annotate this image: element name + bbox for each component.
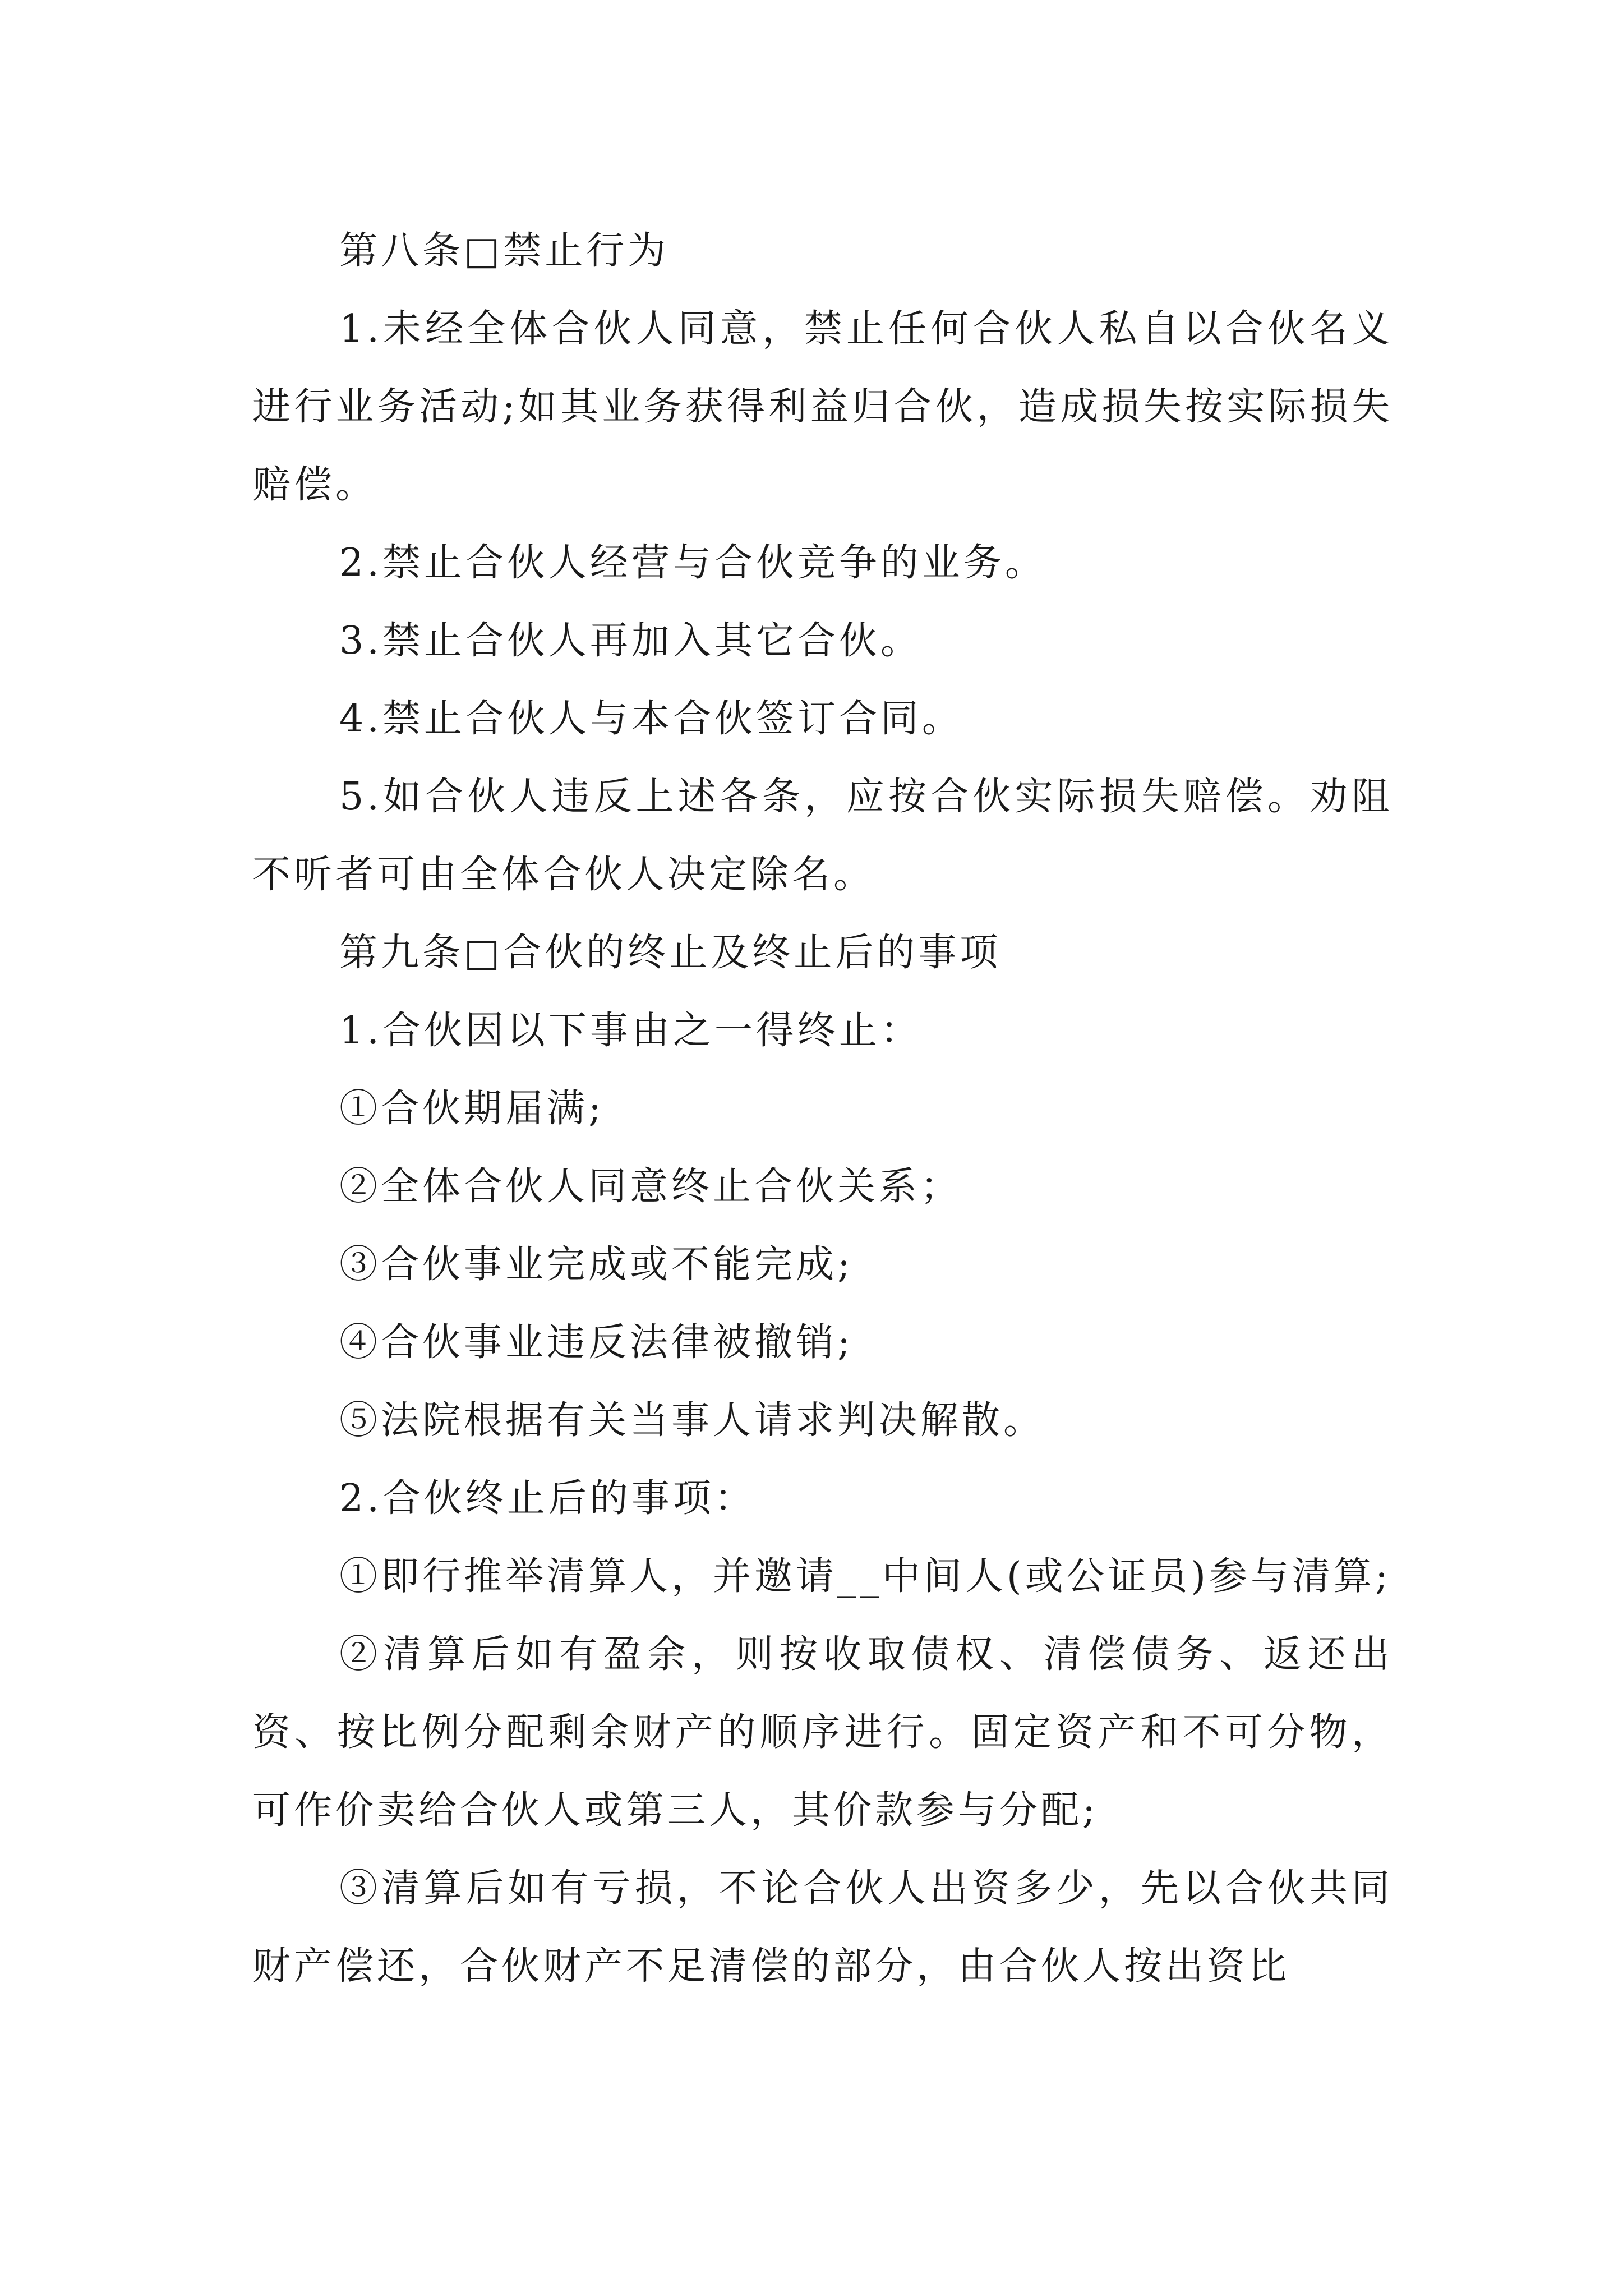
article-9-heading: 第九条□合伙的终止及终止后的事项: [339, 931, 1002, 975]
article-8-clause-1: 1.未经全体合伙人同意，禁止任何合伙人私自以合伙名义进行业务活动;如其业务获得利益归合伙，造成损失按实际损失赔偿。: [252, 307, 1393, 507]
termination-reason-2: ②全体合伙人同意终止合伙关系；: [339, 1165, 962, 1209]
termination-reason-5: ⑤法院根据有关当事人请求判决解散。: [339, 1398, 1045, 1443]
termination-reason-4: ④合伙事业违反法律被撤销;: [339, 1320, 854, 1365]
post-termination-item-3: ③清算后如有亏损，不论合伙人出资多少，先以合伙共同财产偿还，合伙财产不足清偿的部分，由合伙人按出资比: [252, 1866, 1393, 1989]
article-8-clause-4: 4.禁止合伙人与本合伙签订合同。: [339, 697, 963, 741]
article-8-clause-2: 2.禁止合伙人经营与合伙竞争的业务。: [339, 541, 1046, 585]
article-9-clause-1: 1.合伙因以下事由之一得终止：: [339, 1009, 922, 1053]
post-termination-item-1: ①即行推举清算人，并邀请__中间人(或公证员)参与清算;: [339, 1554, 1391, 1599]
document-body: [252, 212, 1393, 2005]
termination-reason-3: ③合伙事业完成或不能完成;: [339, 1243, 854, 1287]
article-8-heading: 第八条□禁止行为: [339, 229, 670, 273]
article-8-clause-3: 3.禁止合伙人再加入其它合伙。: [339, 619, 922, 663]
post-termination-item-2: ②清算后如有盈余，则按收取债权、清偿债务、返还出资、按比例分配剩余财产的顺序进行。固定资产和不可分物，可作价卖给合伙人或第三人，其价款参与分配;: [252, 1632, 1393, 1833]
termination-reason-1: ①合伙期届满;: [339, 1087, 605, 1131]
article-8-clause-5: 5.如合伙人违反上述各条，应按合伙实际损失赔偿。劝阻不听者可由全体合伙人决定除名。: [252, 775, 1393, 897]
article-9-clause-2: 2.合伙终止后的事项：: [339, 1476, 756, 1521]
